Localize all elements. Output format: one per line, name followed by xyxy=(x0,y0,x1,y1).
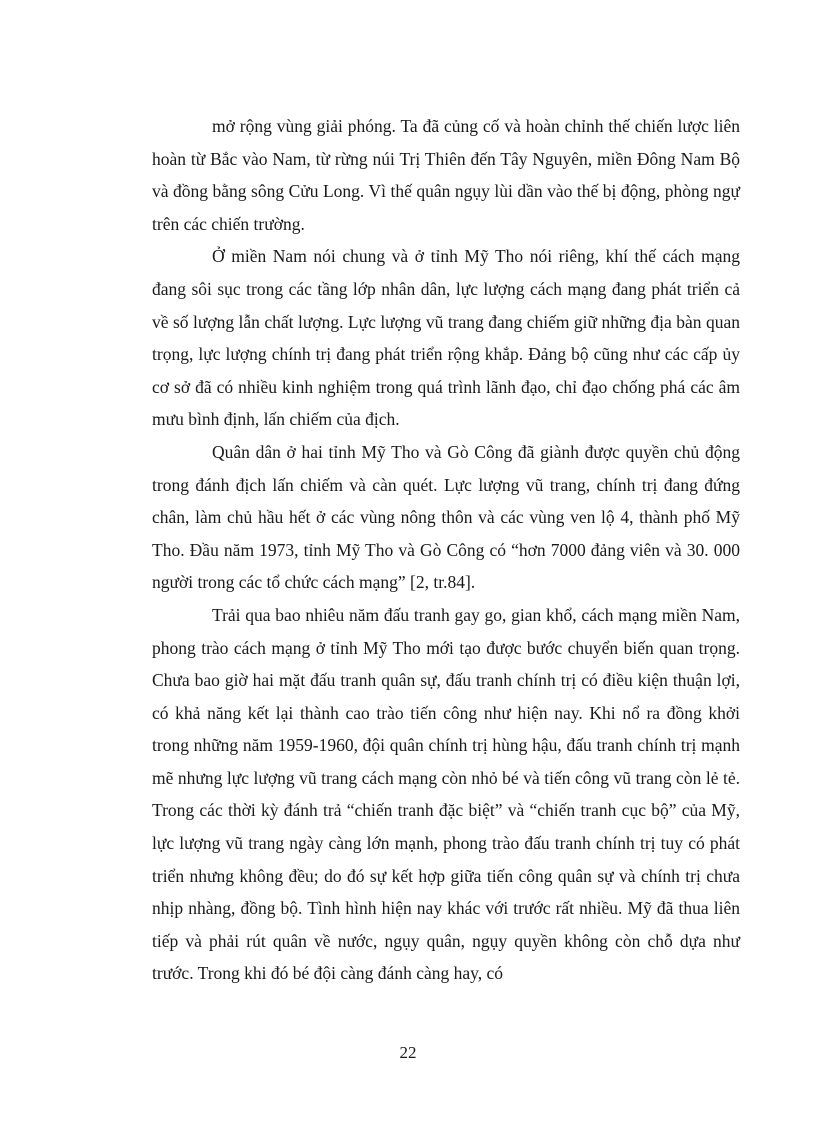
paragraph-3: Quân dân ở hai tỉnh Mỹ Tho và Gò Công đã giành được quyền chủ động trong đánh địch lấn chiếm và càn quét. Lực lượng vũ trang, chính trị đang đứng chân, làm chủ hầu hết ở các vùng nông thôn và các vùng ven lộ 4, thành phố Mỹ Tho. Đầu năm 1973, tỉnh Mỹ Tho và Gò Công có “hơn 7000 đảng viên và 30. 000 người trong các tổ chức cách mạng” [2, tr.84]. xyxy=(152,441,740,593)
paragraph-2: Ở miền Nam nói chung và ở tỉnh Mỹ Tho nói riêng, khí thế cách mạng đang sôi sục trong các tầng lớp nhân dân, lực lượng cách mạng đang phát triển cả về số lượng lẫn chất lượng. Lực lượng vũ trang đang chiếm giữ những địa bàn quan trọng, lực lượng chính trị đang phát triển rộng khắp. Đảng bộ cũng như các cấp ủy cơ sở đã có nhiều kinh nghiệm trong quá trình lãnh đạo, chỉ đạo chống phá các âm mưu bình định, lấn chiếm của địch. xyxy=(152,246,740,430)
page-number: 22 xyxy=(399,1043,417,1062)
body-text xyxy=(152,110,740,990)
paragraph-1: mở rộng vùng giải phóng. Ta đã củng cố và hoàn chỉnh thế chiến lược liên hoàn từ Bắc vào Nam, từ rừng núi Trị Thiên đến Tây Nguyên, miền Đông Nam Bộ và đồng bằng sông Cửu Long. Vì thế quân ngụy lùi dần vào thế bị động, phòng ngự trên các chiến trường. xyxy=(152,116,740,234)
paragraph-4: Trải qua bao nhiêu năm đấu tranh gay go, gian khổ, cách mạng miền Nam, phong trào cách mạng ở tỉnh Mỹ Tho mới tạo được bước chuyển biến quan trọng. Chưa bao giờ hai mặt đấu tranh quân sự, đấu tranh chính trị có điều kiện thuận lợi, có khả năng kết lại thành cao trào tiến công như hiện nay. Khi nổ ra đồng khởi trong những năm 1959-1960, đội quân chính trị hùng hậu, đấu tranh chính trị mạnh mẽ nhưng lực lượng vũ trang cách mạng còn nhỏ bé và tiến công vũ trang còn lẻ tẻ. Trong các thời kỳ đánh trả “chiến tranh đặc biệt” và “chiến tranh cục bộ” của Mỹ, lực lượng vũ trang ngày càng lớn mạnh, phong trào đấu tranh chính trị tuy có phát triển nhưng không đều; do đó sự kết hợp giữa tiến công quân sự và chính trị chưa nhịp nhàng, đồng bộ. Tình hình hiện nay khác với trước rất nhiều. Mỹ đã thua liên tiếp và phải rút quân về nước, ngụy quân, ngụy quyền không còn chỗ dựa như trước. Trong khi đó bé đội càng đánh càng hay, có xyxy=(152,604,740,984)
